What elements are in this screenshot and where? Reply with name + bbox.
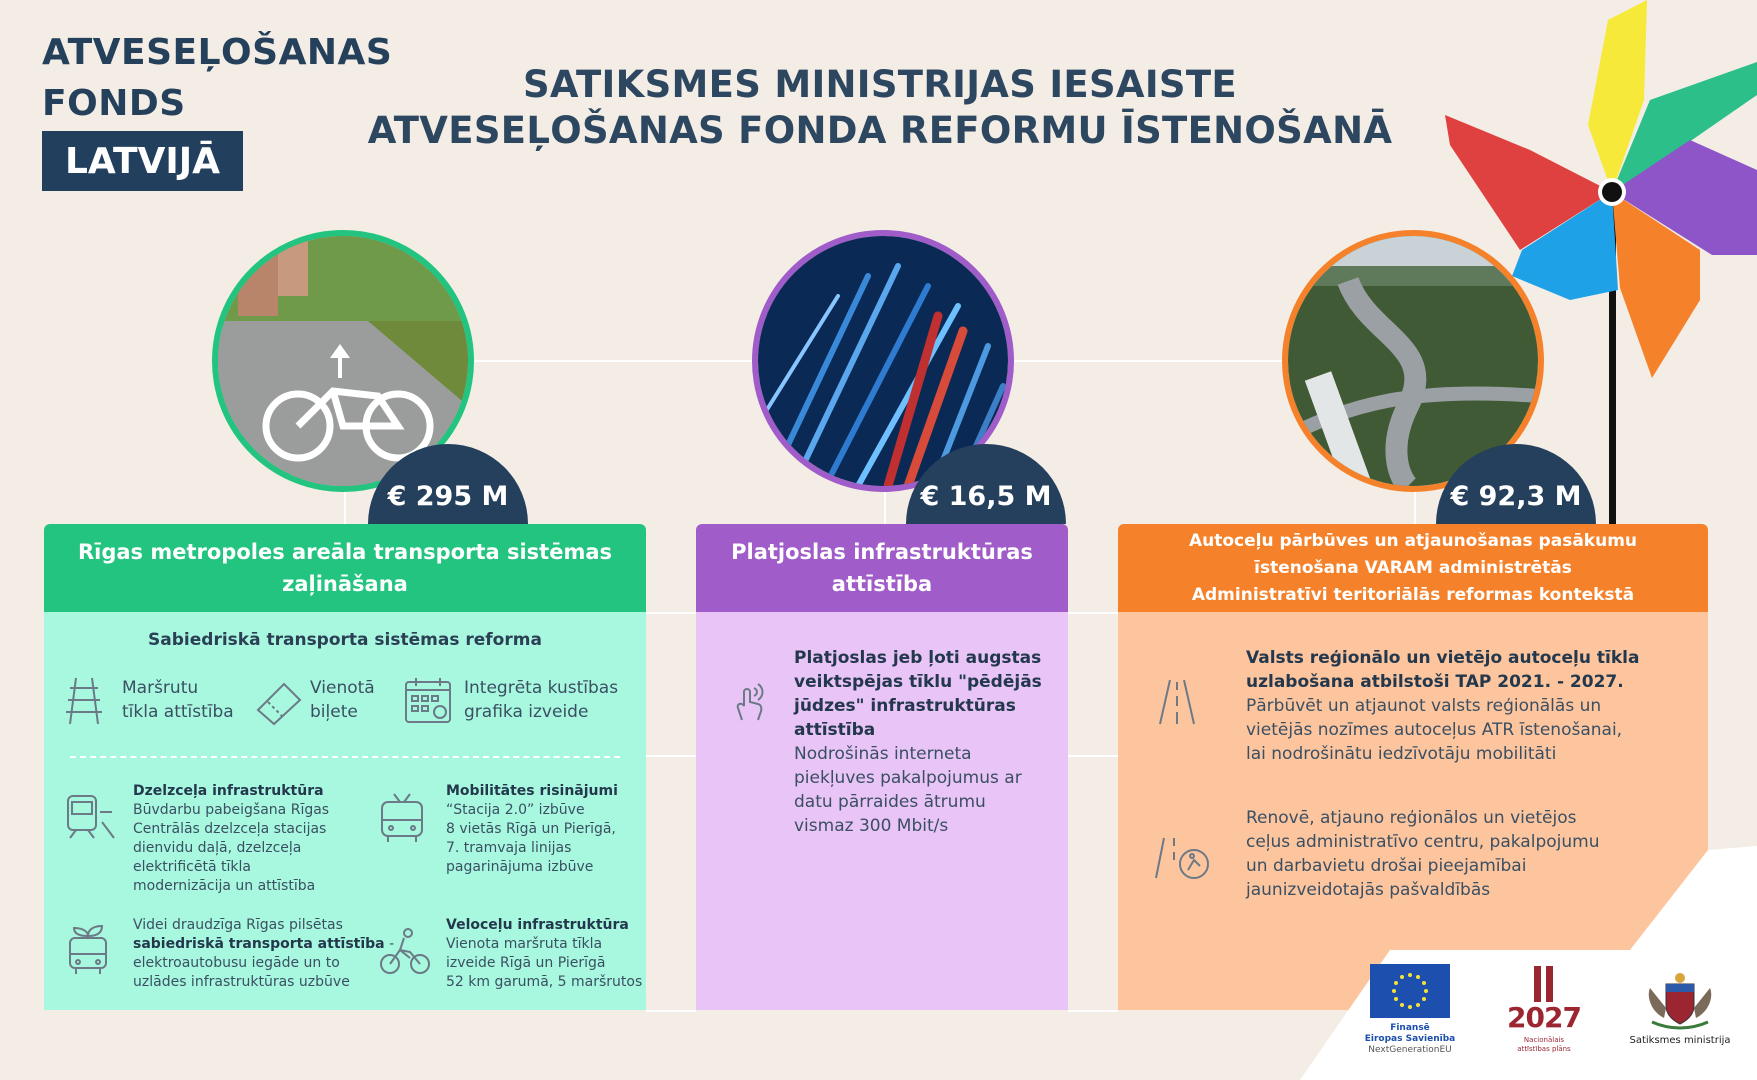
item-text: ceļus administratīvo centru, pakalpojumu <box>1246 832 1600 852</box>
item-title: veiktspējas tīklu "pēdējās <box>794 672 1042 692</box>
item-text: 7. tramvaja linijas <box>446 840 572 856</box>
item-text: un darbavietu drošai pieejamībai <box>1246 856 1527 876</box>
eu-caption-line: Finansē <box>1390 1023 1430 1033</box>
page-title-line1: SATIKSMES MINISTRIJAS IESAISTE <box>522 63 1237 106</box>
connector-line <box>646 1010 696 1012</box>
item-text: 8 vietās Rīgā un Pierīgā, <box>446 821 616 837</box>
column-body-broadband <box>696 612 1068 1010</box>
item-text: Būvdarbu pabeigšana Rīgas <box>133 802 330 818</box>
brand-title-line1: ATVESEĻOŠANAS <box>42 32 393 73</box>
column-header-line: īstenošana VARAM administrētās <box>1254 557 1572 578</box>
nap-caption-line: attīstības plāns <box>1517 1045 1571 1053</box>
item-text: Renovē, atjauno reģionālos un vietējos <box>1246 808 1577 828</box>
cyclist-icon <box>380 928 430 974</box>
item-text-bold: sabiedriskā transporta attīstība <box>133 936 385 952</box>
feature-label: biļete <box>310 702 358 722</box>
item-text: jaunizveidotajās pašvaldībās <box>1246 880 1491 900</box>
page-title-line2: ATVESEĻOŠANAS FONDA REFORMU ĪSTENOŠANĀ <box>367 109 1393 152</box>
feature-label: Integrēta kustības <box>464 678 619 698</box>
item-text: piekļuves pakalpojumus ar <box>794 768 1022 788</box>
brand-title-line2: FONDS <box>42 83 186 124</box>
item-text: “Stacija 2.0” izbūve <box>446 802 585 818</box>
connector-line <box>344 488 346 524</box>
connector-line <box>1068 612 1118 614</box>
item-text: uzlādes infrastruktūras uzbūve <box>133 974 350 990</box>
coat-of-arms-icon <box>1642 972 1718 1030</box>
nap-caption <box>1500 1036 1588 1054</box>
budget-badge: € 16,5 M <box>906 444 1066 524</box>
brand-country-badge: LATVIJĀ <box>42 131 243 191</box>
feature-label: Vienotā <box>310 678 375 698</box>
column-body-transport <box>44 612 646 1010</box>
nap-year: 2027 <box>1507 1001 1581 1034</box>
road-icon <box>1158 678 1196 726</box>
budget-badge: € 295 M <box>368 444 528 524</box>
item-text: izveide Rīgā un Pierīgā <box>446 955 606 971</box>
item-text: lai nodrošinātu iedzīvotāju mobilitāti <box>1246 744 1557 764</box>
item-text: modernizācija un attīstība <box>133 878 316 894</box>
item-text: vismaz 300 Mbit/s <box>794 816 949 836</box>
column-header-broadband: Platjoslas infrastruktūras attīstība <box>696 524 1068 612</box>
tap-gesture-icon <box>728 682 768 722</box>
item-text: elektrificētā tīkla <box>133 859 251 875</box>
road-worker-icon <box>1154 836 1210 880</box>
item-text: datu pārraides ātrumu <box>794 792 986 812</box>
connector-line <box>1068 1010 1118 1012</box>
eu-caption-line: NextGenerationEU <box>1368 1045 1452 1055</box>
item-text: elektroautobusu iegāde un to <box>133 955 340 971</box>
item-text: Videi draudzīga Rīgas pilsētas <box>133 917 343 933</box>
item-text: Vienota maršruta tīkla <box>446 936 603 952</box>
train-icon <box>64 792 116 840</box>
item-title: uzlabošana atbilstoši TAP 2021. - 2027. <box>1246 672 1624 692</box>
feature-label: tīkla attīstība <box>122 702 234 722</box>
column-header-line: Administratīvi teritoriālās reformas kontekstā <box>1191 584 1635 605</box>
budget-badge: € 92,3 M <box>1436 444 1596 524</box>
item-text: Pārbūvēt un atjaunot valsts reģionālās un <box>1246 696 1602 716</box>
item-text: pagarinājuma izbūve <box>446 859 594 875</box>
eu-caption-line: Eiropas Savienība <box>1364 1034 1456 1044</box>
ticket-icon <box>254 680 304 726</box>
eu-flag-icon <box>1370 964 1450 1018</box>
item-text: Centrālās dzelzceļa stacijas <box>133 821 327 837</box>
item-text: - <box>384 936 395 952</box>
connector-line <box>1068 755 1118 757</box>
calendar-icon <box>404 676 452 724</box>
divider <box>70 756 620 758</box>
item-text: 52 km garumā, 5 maršrutos <box>446 974 643 990</box>
item-title: Valsts reģionālo un vietējo autoceļu tīkla <box>1246 648 1640 668</box>
item-title: attīstība <box>794 720 876 740</box>
connector-line <box>646 612 696 614</box>
eu-caption <box>1352 1023 1468 1056</box>
item-text: dienvidu daļā, dzelzceļa <box>133 840 302 856</box>
electric-bus-icon <box>66 924 110 976</box>
connector-line <box>884 488 886 524</box>
item-title: Platjoslas jeb ļoti augstas <box>794 648 1042 668</box>
nap-logo-icon <box>1530 966 1558 1006</box>
item-title: Dzelzceļa infrastruktūra <box>133 783 324 799</box>
section-subtitle: Sabiedriskā transporta sistēmas reforma <box>148 630 542 650</box>
ministry-caption: Satiksmes ministrija <box>1629 1035 1731 1046</box>
column-header-transport: Rīgas metropoles areāla transporta sistēmas zaļināšana <box>44 524 646 612</box>
item-text: Nodrošinās interneta <box>794 744 972 764</box>
trolleybus-icon <box>378 792 426 844</box>
item-text <box>133 935 394 954</box>
connector-line <box>1414 488 1416 524</box>
connector-line <box>646 755 696 757</box>
item-title: Mobilitātes risinājumi <box>446 783 618 799</box>
nap-caption-line: Nacionālais <box>1523 1036 1565 1044</box>
connector-line <box>1010 360 1286 362</box>
connector-line <box>470 360 760 362</box>
rail-network-icon <box>62 676 106 726</box>
column-header-line: Autoceļu pārbūves un atjaunošanas pasākumu <box>1188 530 1638 551</box>
column-header-roads <box>1118 524 1708 612</box>
feature-label: grafika izveide <box>464 702 589 722</box>
item-title: Veloceļu infrastruktūra <box>446 917 629 933</box>
item-text: vietējās nozīmes autoceļus ATR īstenošanai, <box>1246 720 1623 740</box>
feature-label: Maršrutu <box>122 678 199 698</box>
item-title: jūdzes" infrastruktūras <box>794 696 1016 716</box>
